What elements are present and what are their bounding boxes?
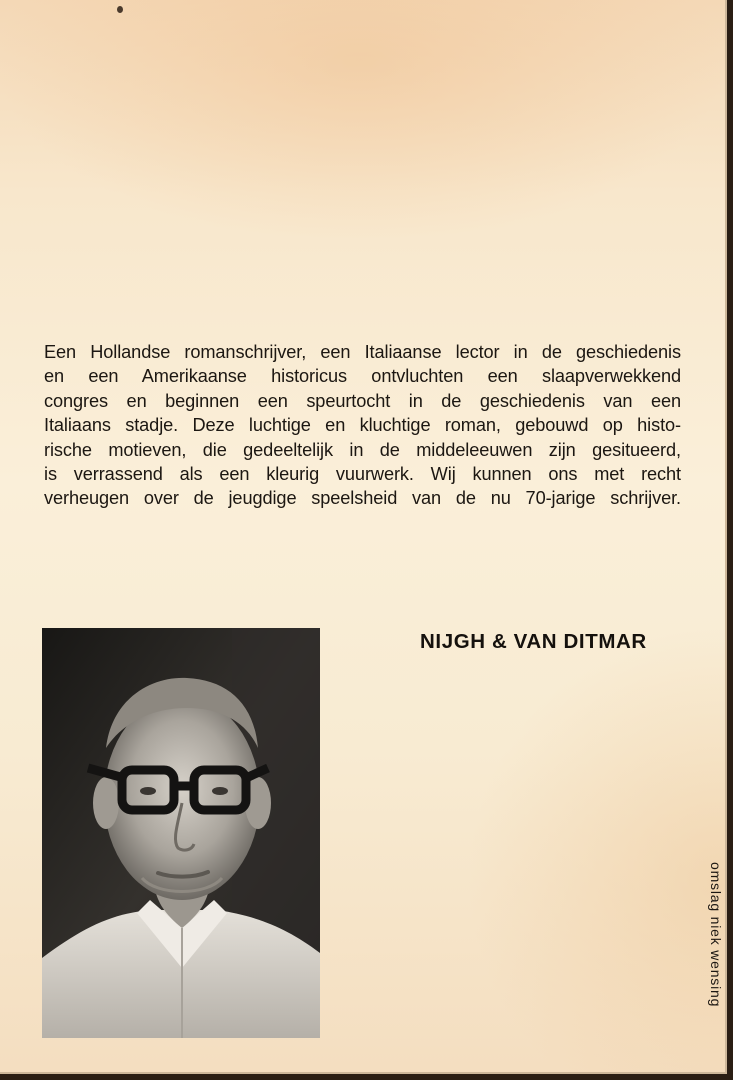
author-portrait-image <box>42 628 320 1038</box>
cover-credit-text: omslag niek wensing <box>708 862 724 1008</box>
publisher-name: NIJGH & VAN DITMAR <box>420 630 647 653</box>
blurb-line: en een Amerikaanse historicus ontvluchten een slaapverwekkend <box>44 366 681 387</box>
blurb-line: rische motieven, die gedeeltelijk in de middeleeuwen zijn gesitueerd, <box>44 439 681 460</box>
cover-credit <box>706 862 726 1032</box>
blurb-line: congres en beginnen een speurtocht in de geschiedenis van een <box>44 390 681 411</box>
blurb-text <box>44 340 681 511</box>
blurb-line: Een Hollandse romanschrijver, een Italiaanse lector in de geschiedenis <box>44 342 681 362</box>
pin-mark <box>117 6 123 13</box>
blurb-line: verheugen over de jeugdige speelsheid van de nu 70-jarige schrijver. <box>44 488 681 509</box>
author-photo <box>42 628 320 1038</box>
blurb-line: is verrassend als een kleurig vuurwerk. Wij kunnen ons met recht <box>44 464 681 485</box>
blurb-line: Italiaans stadje. Deze luchtige en kluchtige roman, gebouwd op histo- <box>44 415 681 436</box>
